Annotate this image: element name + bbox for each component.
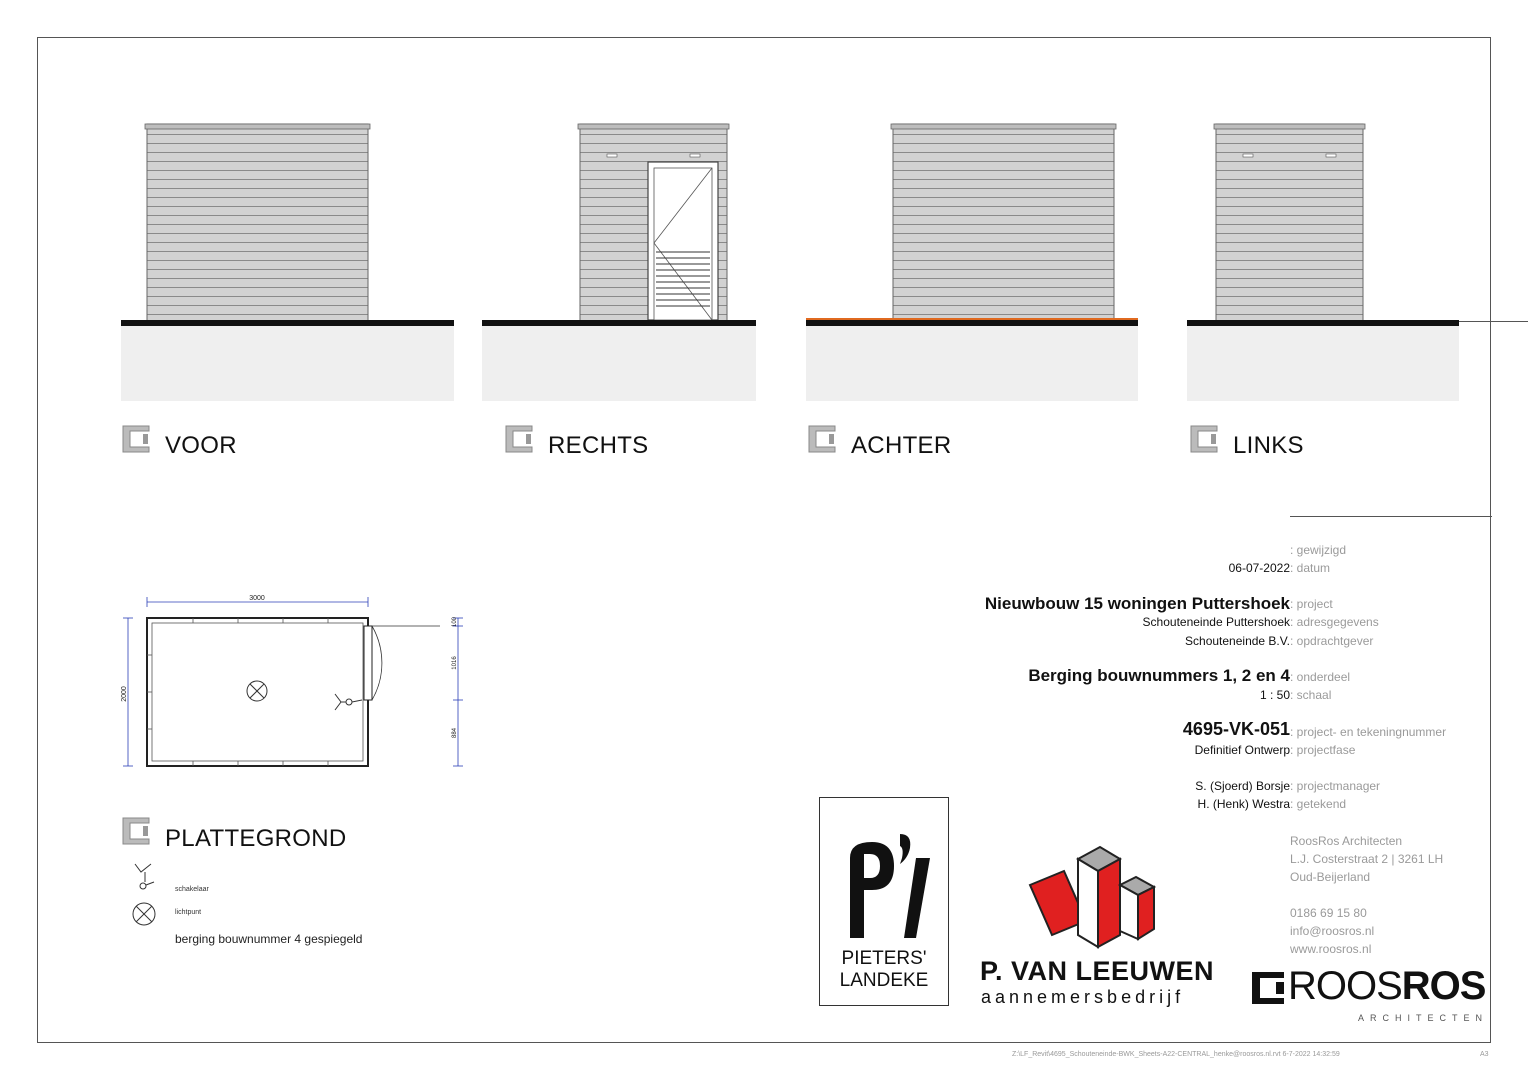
switch-symbol-icon	[132, 862, 158, 892]
office-email[interactable]: info@roosros.nl	[1290, 924, 1375, 938]
pieters-line2: LANDEKE	[839, 970, 929, 991]
pl-monogram-icon	[820, 818, 950, 948]
footer-path: Z:\LF_Revit\4695_Schouteneinde-BWK_Sheets-A22-CENTRAL_henke@roosros.nl.rvt 6-7-2022 14:32:59	[1012, 1051, 1340, 1058]
elevation-back	[806, 124, 1138, 401]
view-tag-icon	[504, 424, 534, 454]
tb-address-value: Schouteneinde Puttershoek	[1142, 615, 1290, 629]
legend-light-label: lichtpunt	[175, 909, 202, 916]
tb-scale-value: 1 : 50	[1259, 688, 1290, 702]
tb-scale-key: : schaal	[1290, 688, 1332, 702]
elevation-right	[482, 124, 756, 401]
footer-sheet-size: A3	[1480, 1051, 1489, 1058]
tb-drawn-key: : getekend	[1290, 797, 1347, 811]
office-web[interactable]: www.roosros.nl	[1290, 942, 1372, 956]
legend-switch-label: schakelaar	[175, 886, 209, 893]
roosros-mark-icon	[1250, 970, 1286, 1006]
view-tag-icon	[807, 424, 837, 454]
light-point-icon	[131, 901, 157, 927]
legend-note: berging bouwnummer 4 gespiegeld	[175, 932, 363, 946]
view-label-back: ACHTER	[851, 432, 952, 459]
floor-plan-drawing	[110, 590, 470, 780]
tb-phase-value: Definitief Ontwerp	[1194, 743, 1290, 757]
tb-project-key: : project	[1290, 597, 1333, 611]
pieters-landeke-logo	[819, 797, 949, 1006]
tb-client-key: : opdrachtgever	[1290, 634, 1374, 648]
office-street: L.J. Costerstraat 2 | 3261 LH	[1290, 852, 1444, 866]
elevation-front	[121, 124, 454, 401]
tb-date-key: : datum	[1290, 561, 1331, 575]
dim-side-1: 100	[452, 616, 458, 628]
view-tag-icon	[121, 424, 151, 454]
tb-modified-key: : gewijzigd	[1290, 543, 1347, 557]
section-marker-line	[1290, 516, 1492, 517]
dim-width: 3000	[249, 595, 265, 602]
dim-height: 2000	[121, 686, 128, 702]
roosros-wordmark	[1288, 964, 1485, 1009]
view-label-plan: PLATTEGROND	[165, 825, 347, 852]
elevations-drawing	[0, 0, 1528, 420]
pvl-blocks-icon	[1028, 843, 1168, 953]
tb-phase-key: : projectfase	[1290, 743, 1356, 757]
dim-side-3: 884	[452, 727, 458, 739]
tb-pm-value: S. (Sjoerd) Borsje	[1195, 779, 1290, 793]
roosros-bold: ROS	[1401, 964, 1486, 1008]
tb-number-key: : project- en tekeningnummer	[1290, 725, 1447, 739]
tb-project-value: Nieuwbouw 15 woningen Puttershoek	[984, 594, 1290, 613]
office-phone: 0186 69 15 80	[1290, 906, 1367, 920]
view-label-right: RECHTS	[548, 432, 649, 459]
view-tag-icon	[1189, 424, 1219, 454]
office-city: Oud-Beijerland	[1290, 870, 1371, 884]
view-label-front: VOOR	[165, 432, 237, 459]
office-info	[1290, 832, 1443, 958]
view-label-left: LINKS	[1233, 432, 1304, 459]
roosros-sub: ARCHITECTEN	[1358, 1013, 1489, 1023]
pvl-sub: aannemersbedrijf	[981, 987, 1185, 1007]
view-tag-icon	[121, 816, 151, 846]
tb-date-value: 06-07-2022	[1228, 561, 1290, 575]
tb-client-value: Schouteneinde B.V.	[1185, 634, 1290, 648]
roosros-light: ROOS	[1288, 964, 1402, 1008]
tb-address-key: : adresgegevens	[1290, 615, 1379, 629]
tb-part-key: : onderdeel	[1290, 670, 1351, 684]
tb-drawn-value: H. (Henk) Westra	[1197, 797, 1290, 811]
pvl-name: P. VAN LEEUWEN	[980, 956, 1215, 986]
office-name: RoosRos Architecten	[1290, 834, 1403, 848]
tb-number-value: 4695-VK-051	[1182, 719, 1290, 739]
dim-side-2: 1016	[452, 656, 458, 670]
elevation-left	[1187, 124, 1459, 401]
tb-pm-key: : projectmanager	[1290, 779, 1381, 793]
tb-part-value: Berging bouwnummers 1, 2 en 4	[1028, 666, 1290, 685]
pieters-line1: PIETERS'	[841, 948, 927, 969]
